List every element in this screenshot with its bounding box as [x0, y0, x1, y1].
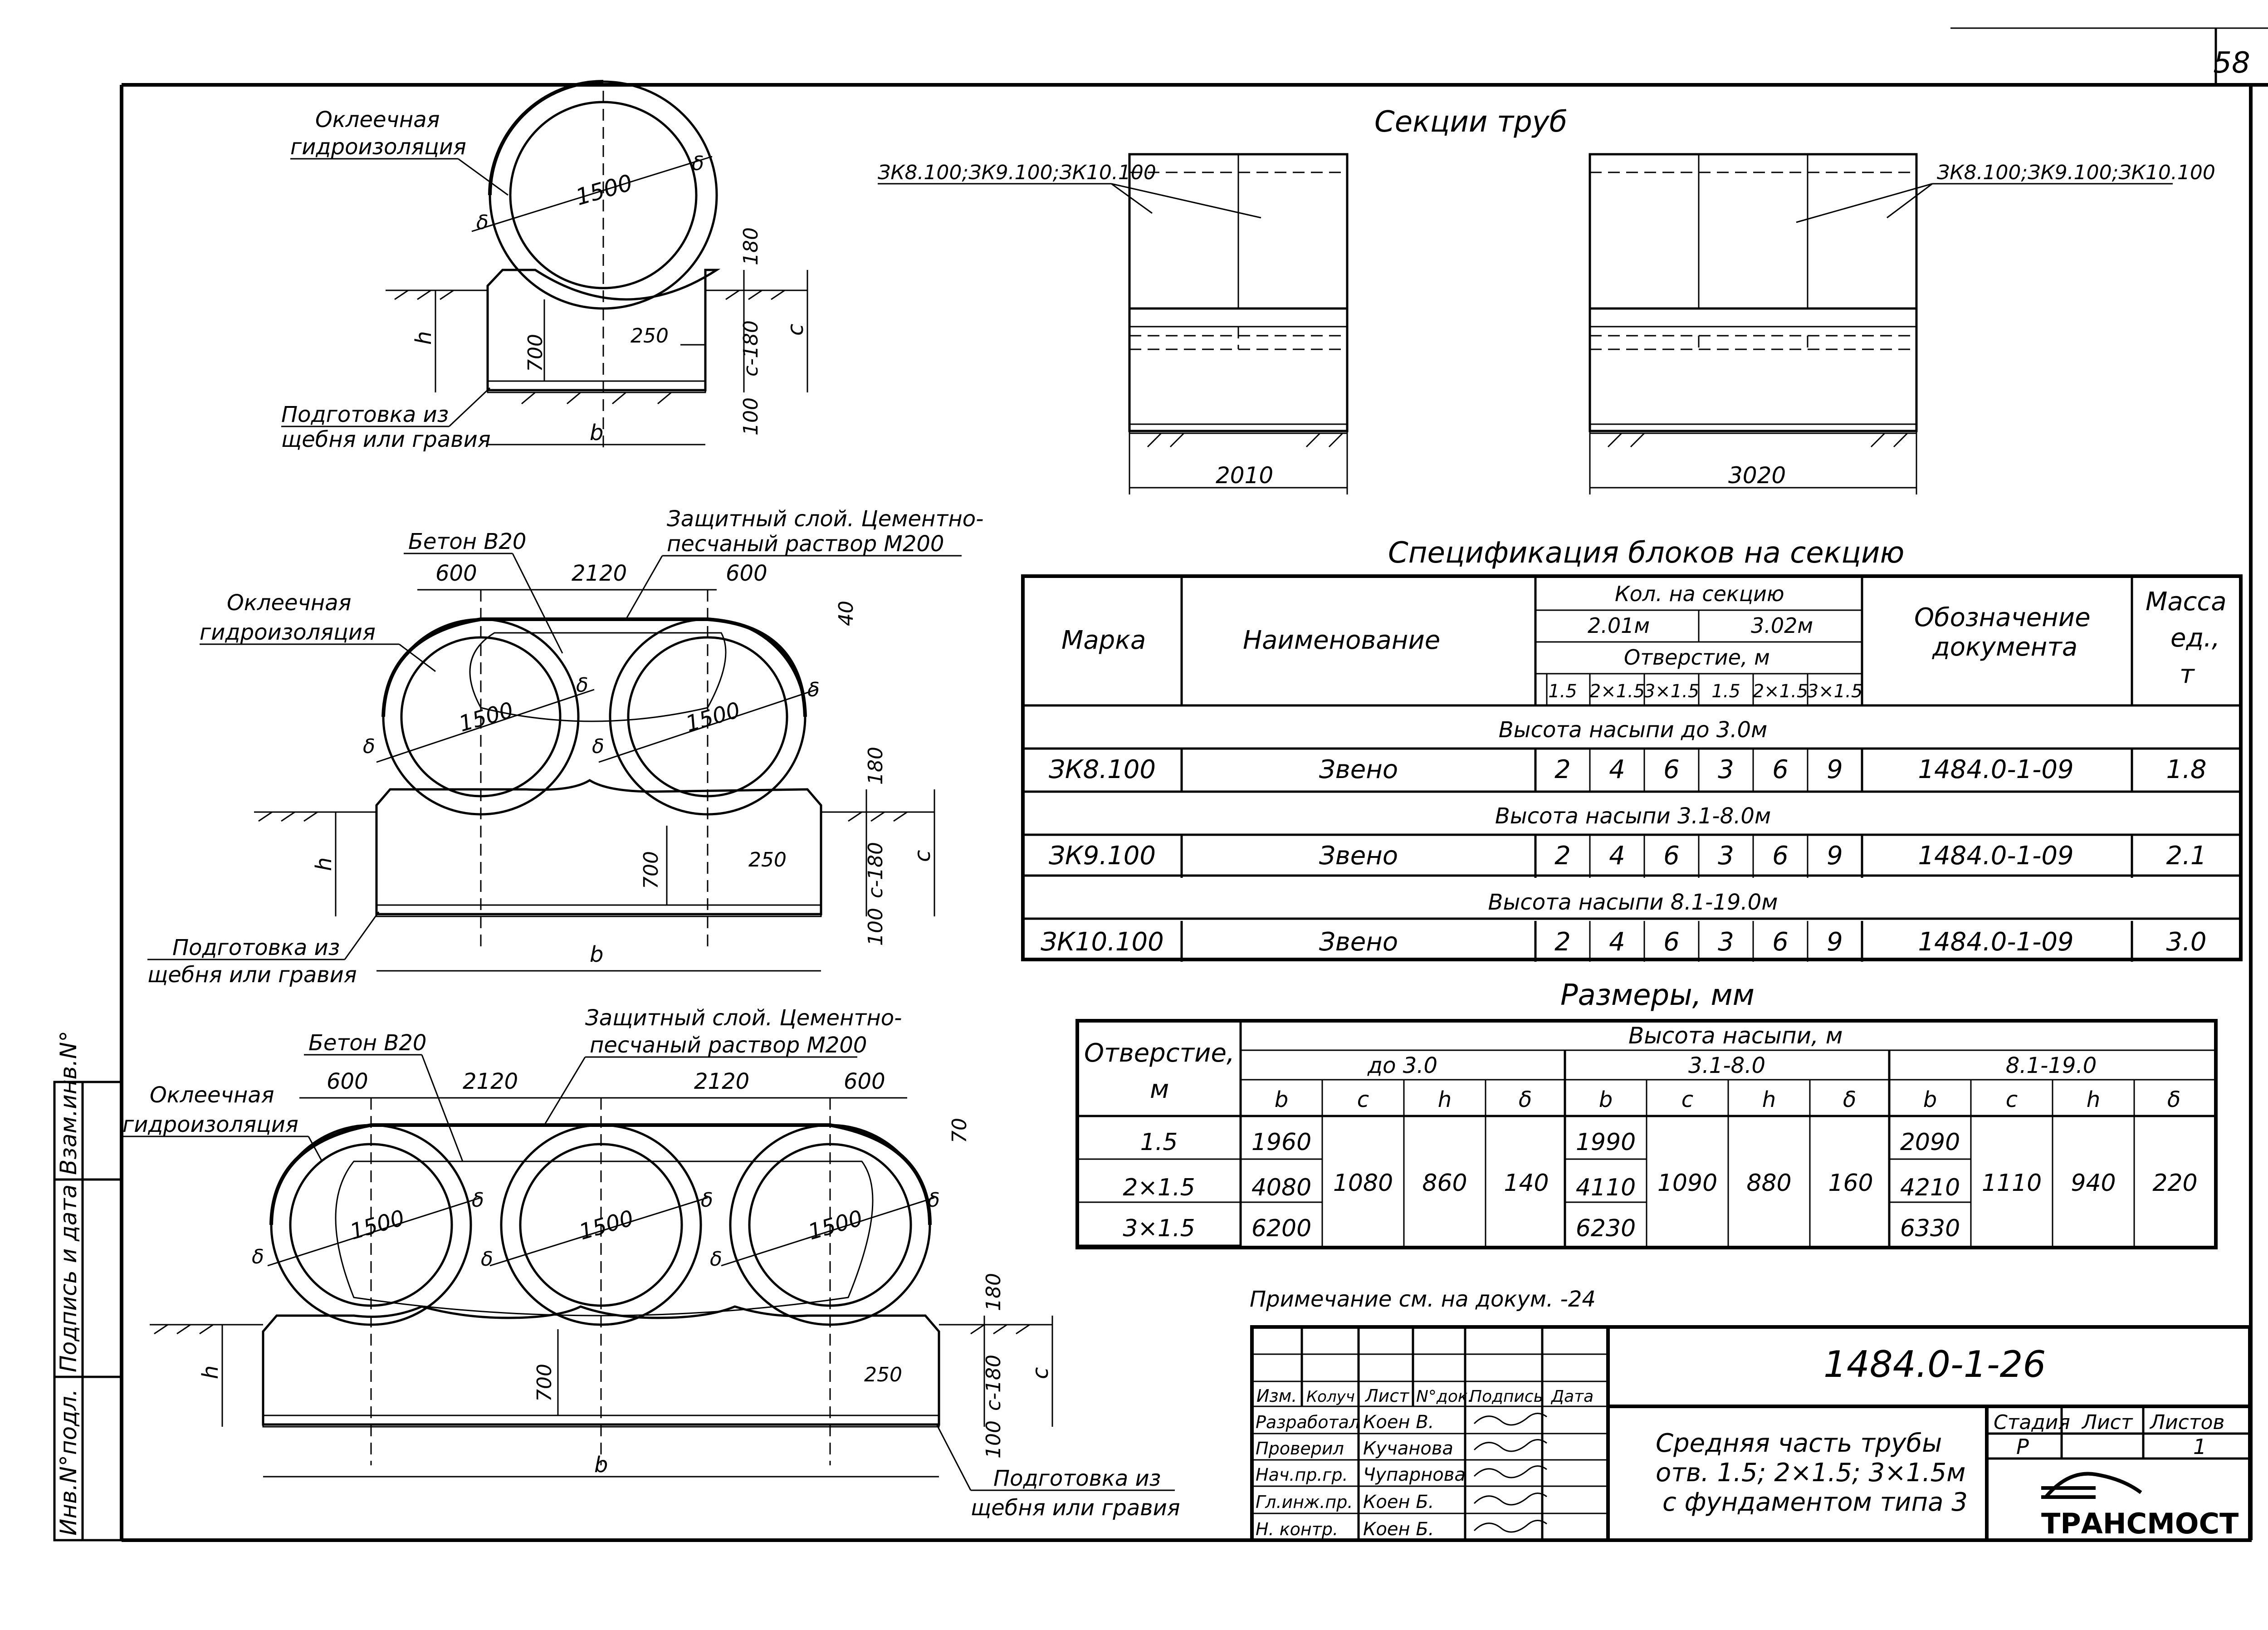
spec-doc: 1484.0-1-09 — [1918, 841, 2074, 871]
signature — [1474, 1466, 1547, 1478]
stamp-inv: Инв.N°подл. — [55, 1389, 82, 1536]
svg-text:документа: документа — [1932, 632, 2078, 662]
svg-text:δ: δ — [710, 1248, 722, 1271]
spec-qty: 3 — [1718, 841, 1734, 871]
pipe-sections-title: Секции труб — [1374, 105, 1568, 139]
svg-text:δ: δ — [807, 678, 820, 701]
sheet-number: 58 — [2213, 46, 2250, 80]
svg-text:Стадия: Стадия — [1994, 1411, 2070, 1434]
svg-text:b: b — [590, 942, 604, 967]
svg-text:Изм.: Изм. — [1256, 1386, 1297, 1406]
spec-mark: ЗК9.100 — [1049, 841, 1156, 871]
title-role: Проверил — [1256, 1439, 1344, 1459]
svg-text:Р: Р — [2016, 1434, 2029, 1459]
svg-text:Марка: Марка — [1061, 626, 1146, 655]
title-name: Чупарнова — [1363, 1464, 1466, 1485]
svg-text:2.01м: 2.01м — [1588, 613, 1650, 638]
svg-text:Бетон В20: Бетон В20 — [408, 529, 527, 554]
svg-text:гидроизоляция: гидроизоляция — [290, 134, 466, 160]
sizes-b-value: 4210 — [1900, 1174, 1960, 1201]
sizes-common-value: 160 — [1828, 1170, 1873, 1197]
svg-text:3.02м: 3.02м — [1751, 613, 1813, 638]
spec-doc: 1484.0-1-09 — [1918, 927, 2074, 957]
svg-text:100: 100 — [739, 397, 763, 436]
spec-qty: 6 — [1772, 841, 1789, 871]
svg-text:700: 700 — [533, 1364, 556, 1402]
sizes-opening: 3×1.5 — [1123, 1215, 1195, 1242]
svg-text:250: 250 — [748, 848, 787, 871]
spec-sub-header: 1.5 — [1711, 681, 1740, 702]
spec-qty: 4 — [1609, 841, 1625, 871]
sizes-col-header: h — [1762, 1087, 1776, 1112]
svg-text:700: 700 — [524, 334, 547, 372]
spec-group-caption: Высота насыпи 8.1-19.0м — [1488, 890, 1778, 915]
svg-text:Лист: Лист — [1365, 1386, 1409, 1406]
spec-sub-header: 2×1.5 — [1752, 681, 1809, 702]
sizes-b-value: 4080 — [1251, 1174, 1312, 1201]
svg-text:Высота насыпи, м: Высота насыпи, м — [1628, 1023, 1843, 1049]
sizes-col-header: c — [1681, 1087, 1694, 1112]
svg-text:щебня или гравия: щебня или гравия — [971, 1495, 1180, 1521]
spec-mark: ЗК10.100 — [1041, 927, 1164, 957]
spec-mark: ЗК8.100 — [1049, 755, 1156, 784]
sizes-col-header: δ — [1843, 1087, 1857, 1112]
spec-name: Звено — [1319, 927, 1398, 957]
sizes-common-value: 940 — [2071, 1170, 2116, 1197]
svg-text:Отверстие, м: Отверстие, м — [1624, 645, 1770, 670]
svg-text:Колуч: Колуч — [1306, 1388, 1355, 1406]
svg-text:180: 180 — [739, 227, 763, 265]
svg-text:δ: δ — [692, 152, 704, 175]
svg-text:1: 1 — [2193, 1434, 2207, 1459]
title-role: Разработал — [1256, 1412, 1360, 1432]
title-block — [1252, 1327, 2250, 1540]
svg-text:2010: 2010 — [1216, 462, 1274, 489]
sizes-col-header: c — [2005, 1087, 2018, 1112]
svg-text:Защитный слой. Цементно-: Защитный слой. Цементно- — [667, 506, 984, 532]
title-name: Коен В. — [1363, 1412, 1434, 1433]
svg-text:Оклеечная: Оклеечная — [227, 590, 352, 616]
logo-text: ТРАНСМОСТ — [2041, 1507, 2239, 1540]
svg-text:δ: δ — [252, 1245, 264, 1268]
transmost-logo — [2041, 1474, 2239, 1540]
spec-qty: 2 — [1554, 927, 1571, 957]
spec-sub-header: 3×1.5 — [1643, 681, 1700, 702]
svg-text:c: c — [1028, 1367, 1053, 1379]
spec-table — [1023, 536, 2241, 962]
svg-text:δ: δ — [701, 1189, 713, 1212]
svg-text:1500: 1500 — [805, 1205, 866, 1245]
svg-text:ЗК8.100;ЗК9.100;ЗК10.100: ЗК8.100;ЗК9.100;ЗК10.100 — [1937, 161, 2215, 184]
spec-sub-header: 2×1.5 — [1589, 681, 1645, 702]
svg-text:Лист: Лист — [2082, 1411, 2133, 1434]
svg-text:т: т — [2180, 660, 2195, 689]
section-single-pipe — [281, 82, 808, 454]
spec-sub-header: 3×1.5 — [1807, 681, 1863, 702]
svg-text:h: h — [311, 857, 337, 871]
spec-qty: 6 — [1772, 927, 1789, 957]
sizes-common-value: 140 — [1504, 1170, 1549, 1197]
section-triple-pipe — [122, 1005, 1180, 1521]
svg-text:b: b — [594, 1452, 608, 1478]
sizes-col-header: δ — [2167, 1087, 2181, 1112]
sizes-col-header: b — [1274, 1087, 1289, 1112]
svg-text:Дата: Дата — [1551, 1387, 1594, 1406]
svg-text:600: 600 — [435, 561, 477, 586]
doc-code: 1484.0-1-26 — [1823, 1343, 2046, 1385]
svg-text:Подготовка из: Подготовка из — [993, 1466, 1161, 1491]
svg-text:Наименование: Наименование — [1243, 626, 1441, 655]
svg-text:ЗК8.100;ЗК9.100;ЗК10.100: ЗК8.100;ЗК9.100;ЗК10.100 — [878, 161, 1156, 184]
sizes-b-value: 2090 — [1900, 1129, 1960, 1156]
svg-text:c-180: c-180 — [739, 320, 763, 377]
svg-text:1500: 1500 — [572, 169, 635, 211]
spec-doc: 1484.0-1-09 — [1918, 755, 2074, 784]
svg-text:гидроизоляция: гидроизоляция — [122, 1112, 298, 1137]
sizes-range: 8.1-19.0 — [2005, 1053, 2097, 1078]
svg-text:1500: 1500 — [576, 1205, 637, 1245]
svg-text:Подпись: Подпись — [1470, 1387, 1543, 1406]
svg-text:100: 100 — [982, 1420, 1005, 1459]
sizes-range: до 3.0 — [1367, 1053, 1438, 1078]
sizes-b-value: 6230 — [1575, 1215, 1636, 1242]
svg-text:Защитный слой. Цементно-: Защитный слой. Цементно- — [585, 1005, 902, 1031]
sizes-opening: 1.5 — [1140, 1129, 1178, 1156]
sizes-b-value: 1960 — [1251, 1129, 1312, 1156]
sizes-title: Размеры, мм — [1560, 979, 1755, 1012]
svg-text:100: 100 — [864, 908, 887, 946]
svg-text:b: b — [590, 420, 604, 445]
spec-group-caption: Высота насыпи 3.1-8.0м — [1495, 803, 1771, 829]
title-name: Кучанова — [1363, 1438, 1453, 1459]
signature — [1474, 1414, 1547, 1425]
svg-text:Листов: Листов — [2150, 1411, 2225, 1434]
spec-qty: 6 — [1772, 755, 1789, 784]
spec-mass: 3.0 — [2166, 927, 2207, 957]
spec-group-caption: Высота насыпи до 3.0м — [1498, 717, 1768, 743]
spec-title: Спецификация блоков на секцию — [1388, 536, 1905, 570]
svg-text:1500: 1500 — [456, 697, 517, 737]
svg-text:Отверстие,: Отверстие, — [1084, 1038, 1235, 1068]
pipe-sections — [878, 105, 2215, 494]
section-double-pipe — [147, 506, 983, 988]
svg-text:Оклеечная: Оклеечная — [150, 1082, 274, 1108]
spec-qty: 6 — [1663, 755, 1680, 784]
svg-text:180: 180 — [864, 747, 887, 785]
svg-text:δ: δ — [472, 1189, 484, 1212]
title-role: Н. контр. — [1256, 1519, 1339, 1539]
svg-text:700: 700 — [640, 851, 663, 889]
svg-text:щебня или гравия: щебня или гравия — [281, 427, 491, 452]
sizes-col-header: b — [1923, 1087, 1937, 1112]
svg-text:отв. 1.5; 2×1.5; 3×1.5м: отв. 1.5; 2×1.5; 3×1.5м — [1656, 1458, 1966, 1488]
stamp-vzam: Взам.инв.N° — [55, 1030, 82, 1175]
svg-text:ед.,: ед., — [2170, 623, 2220, 653]
spec-qty: 4 — [1609, 927, 1625, 957]
spec-qty: 6 — [1663, 927, 1680, 957]
title-name: Коен Б. — [1363, 1519, 1434, 1540]
svg-text:2120: 2120 — [694, 1069, 750, 1094]
spec-sub-header: 1.5 — [1548, 681, 1577, 702]
sizes-col-header: h — [2086, 1087, 2101, 1112]
svg-text:250: 250 — [864, 1363, 902, 1386]
svg-text:Подготовка из: Подготовка из — [172, 935, 340, 960]
svg-text:δ: δ — [592, 735, 604, 758]
svg-text:δ: δ — [576, 674, 588, 697]
signature — [1474, 1521, 1547, 1532]
signature — [1474, 1493, 1547, 1505]
title-role: Нач.пр.гр. — [1256, 1465, 1348, 1485]
svg-text:гидроизоляция: гидроизоляция — [200, 620, 376, 645]
sizes-table — [1077, 979, 2216, 1248]
svg-text:Средняя часть трубы: Средняя часть трубы — [1656, 1429, 1942, 1458]
sizes-common-value: 1090 — [1657, 1170, 1718, 1197]
svg-text:c: c — [910, 850, 935, 862]
svg-text:c-180: c-180 — [864, 842, 887, 898]
svg-text:Обозначение: Обозначение — [1914, 603, 2091, 632]
sizes-col-header: c — [1357, 1087, 1369, 1112]
svg-text:Подготовка из: Подготовка из — [281, 402, 449, 427]
title-name: Коен Б. — [1363, 1492, 1434, 1513]
spec-qty: 3 — [1718, 755, 1734, 784]
sizes-common-value: 1110 — [1981, 1170, 2042, 1197]
svg-text:δ: δ — [928, 1189, 940, 1212]
svg-text:70: 70 — [948, 1118, 971, 1143]
spec-name: Звено — [1319, 755, 1398, 784]
svg-text:песчаный раствор М200: песчаный раствор М200 — [667, 531, 944, 557]
spec-mass: 1.8 — [2166, 755, 2207, 784]
side-stamp — [54, 1031, 122, 1540]
svg-text:h: h — [411, 331, 436, 345]
svg-text:1500: 1500 — [347, 1205, 408, 1245]
svg-text:h: h — [198, 1365, 223, 1379]
svg-text:600: 600 — [844, 1069, 885, 1094]
spec-qty: 3 — [1718, 927, 1734, 957]
spec-qty: 9 — [1827, 927, 1843, 957]
svg-text:c-180: c-180 — [982, 1354, 1005, 1411]
sizes-opening: 2×1.5 — [1123, 1174, 1195, 1201]
svg-text:1500: 1500 — [683, 697, 743, 737]
sizes-b-value: 1990 — [1575, 1129, 1636, 1156]
title-role: Гл.инж.пр. — [1256, 1492, 1353, 1512]
svg-text:40: 40 — [835, 601, 858, 626]
spec-qty: 4 — [1609, 755, 1625, 784]
sizes-common-value: 1080 — [1333, 1170, 1393, 1197]
sizes-common-value: 860 — [1422, 1170, 1467, 1197]
spec-qty: 6 — [1663, 841, 1680, 871]
spec-qty: 9 — [1827, 755, 1843, 784]
spec-mass: 2.1 — [2166, 841, 2207, 871]
svg-text:180: 180 — [982, 1273, 1005, 1311]
svg-text:песчаный раствор М200: песчаный раствор М200 — [590, 1033, 867, 1058]
sizes-range: 3.1-8.0 — [1688, 1053, 1765, 1078]
svg-text:щебня или гравия: щебня или гравия — [147, 962, 357, 988]
signature — [1474, 1440, 1547, 1452]
svg-text:Бетон В20: Бетон В20 — [308, 1030, 427, 1056]
sizes-col-header: δ — [1518, 1087, 1532, 1112]
note: Примечание см. на докум. -24 — [1250, 1287, 1596, 1312]
svg-text:2120: 2120 — [572, 561, 627, 586]
svg-text:δ: δ — [363, 735, 375, 758]
stamp-sign: Подпись и дата — [55, 1184, 82, 1372]
spec-name: Звено — [1319, 841, 1398, 871]
sizes-col-header: b — [1598, 1087, 1613, 1112]
svg-text:N°док.: N°док. — [1416, 1387, 1473, 1406]
sizes-col-header: h — [1437, 1087, 1452, 1112]
svg-text:Оклеечная: Оклеечная — [315, 107, 440, 132]
svg-text:δ: δ — [481, 1248, 493, 1271]
spec-qty: 2 — [1554, 755, 1571, 784]
sizes-common-value: 880 — [1746, 1170, 1792, 1197]
sizes-common-value: 220 — [2152, 1170, 2198, 1197]
svg-text:c: c — [783, 323, 808, 336]
sizes-b-value: 6200 — [1251, 1215, 1312, 1242]
svg-text:м: м — [1150, 1075, 1169, 1104]
svg-text:600: 600 — [726, 561, 767, 586]
spec-qty: 2 — [1554, 841, 1571, 871]
sizes-b-value: 6330 — [1900, 1215, 1960, 1242]
svg-text:600: 600 — [327, 1069, 368, 1094]
svg-text:3020: 3020 — [1728, 462, 1786, 489]
svg-text:250: 250 — [631, 324, 669, 348]
sizes-b-value: 4110 — [1575, 1174, 1636, 1201]
svg-text:с фундаментом типа 3: с фундаментом типа 3 — [1662, 1488, 1968, 1517]
svg-text:2120: 2120 — [463, 1069, 518, 1094]
spec-qty: 9 — [1827, 841, 1843, 871]
svg-text:Кол. на секцию: Кол. на секцию — [1615, 582, 1784, 606]
svg-text:δ: δ — [476, 211, 489, 234]
svg-text:Масса: Масса — [2146, 587, 2227, 617]
